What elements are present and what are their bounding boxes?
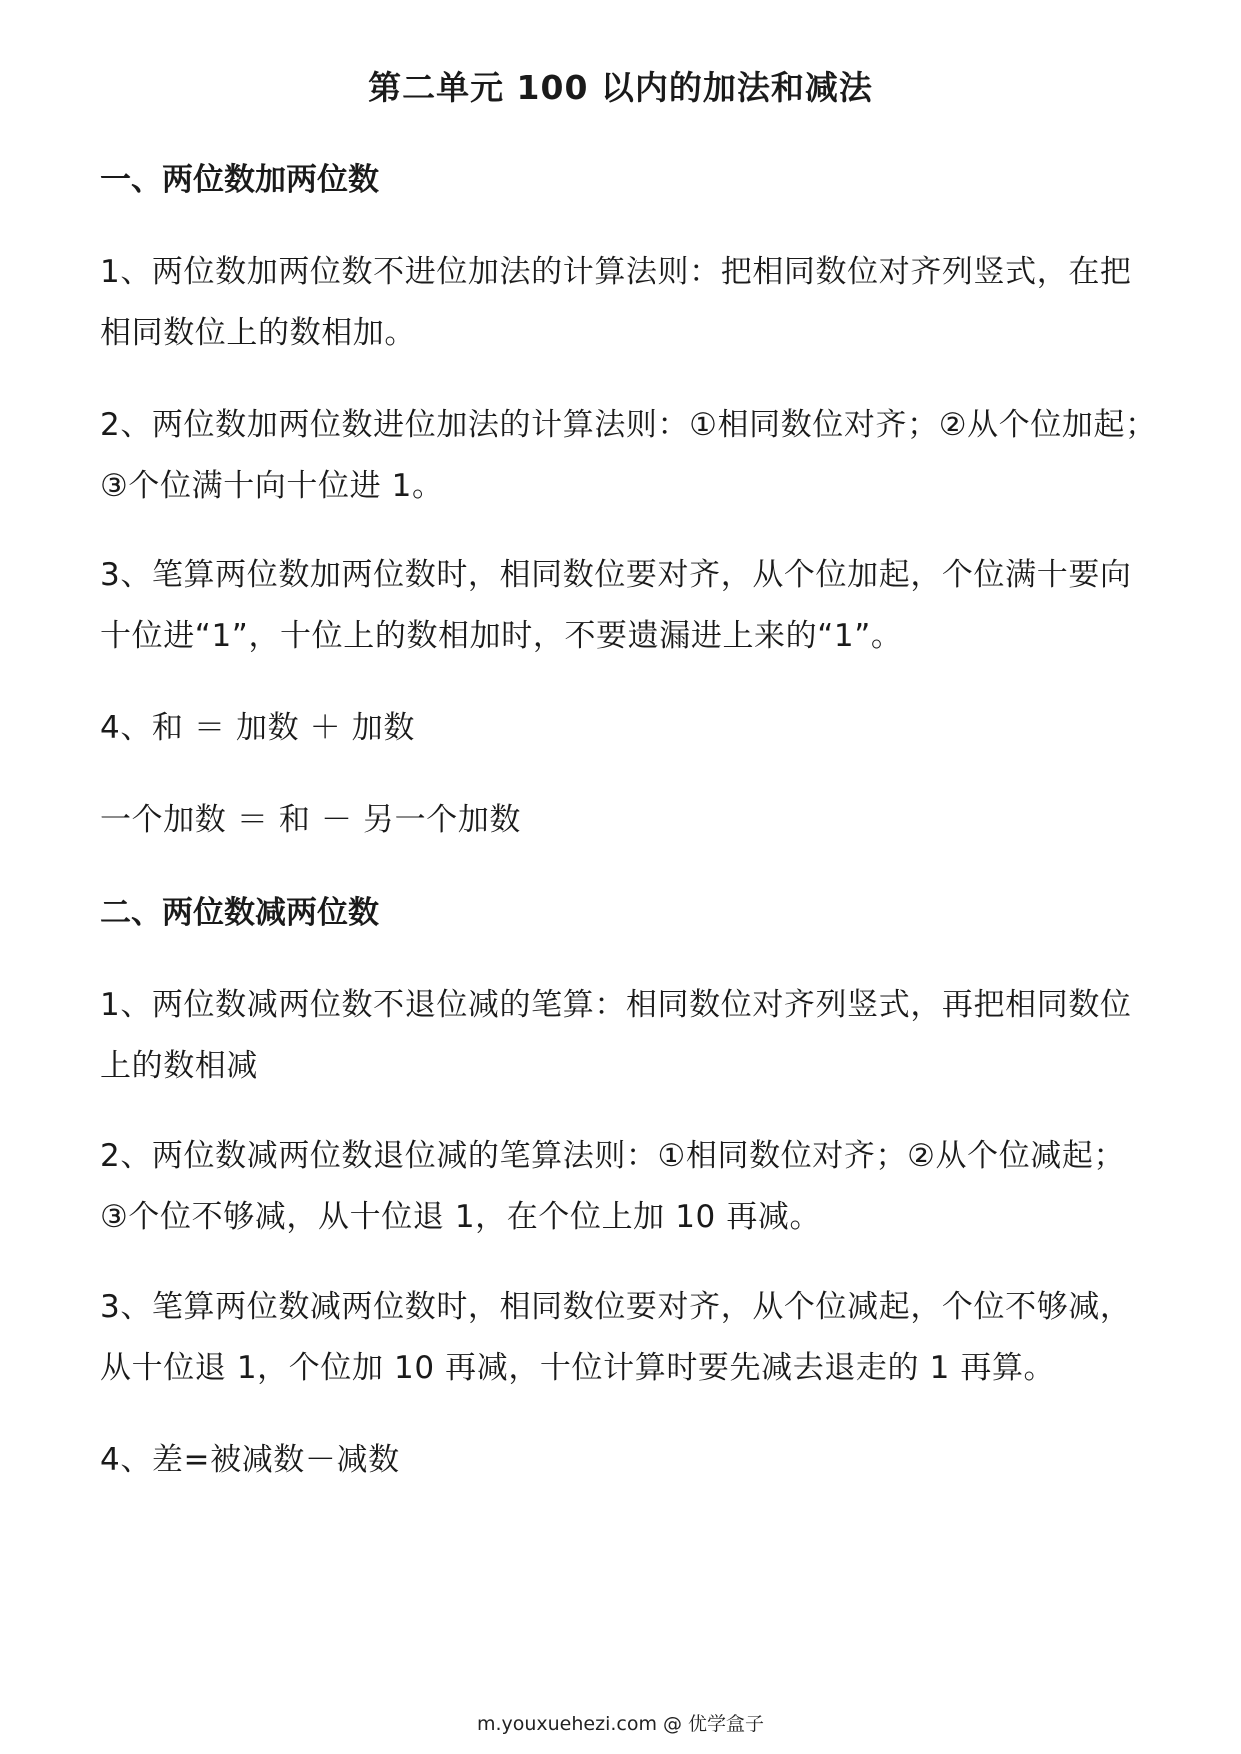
paragraph-subtraction-2	[100, 1126, 1190, 1248]
paragraph-addition-2	[100, 395, 1190, 517]
section-heading-addition: 一、两位数加两位数	[100, 162, 379, 198]
paragraph-line: 从十位退 1，个位加 10 再减，十位计算时要先减去退走的 1 再算。	[100, 1350, 1056, 1386]
paragraph-line: 1、两位数加两位数不进位加法的计算法则：把相同数位对齐列竖式，在把	[100, 254, 1132, 290]
paragraph-subtraction-3	[100, 1277, 1190, 1399]
section-heading-subtraction: 二、两位数减两位数	[100, 895, 379, 931]
paragraph-subtraction-1	[100, 975, 1190, 1097]
paragraph-line: 2、两位数加两位数进位加法的计算法则：①相同数位对齐；②从个位加起；	[100, 407, 1157, 443]
paragraph-line: ③个位不够减，从十位退 1，在个位上加 10 再减。	[100, 1199, 822, 1235]
paragraph-line: ③个位满十向十位进 1。	[100, 468, 444, 504]
paragraph-line: 1、两位数减两位数不退位减的笔算：相同数位对齐列竖式，再把相同数位	[100, 987, 1132, 1023]
formula-sum: 4、和 ＝ 加数 ＋ 加数	[100, 710, 415, 746]
paragraph-addition-3	[100, 545, 1190, 667]
formula-difference: 4、差=被减数－减数	[100, 1442, 400, 1478]
paragraph-addition-1	[100, 242, 1190, 364]
paragraph-line: 上的数相减	[100, 1048, 258, 1084]
footer-watermark: m.youxuehezi.com @ 优学盒子	[476, 1713, 765, 1735]
formula-addend: 一个加数 ＝ 和 － 另一个加数	[100, 802, 522, 838]
page-title: 第二单元 100 以内的加法和减法	[368, 68, 873, 107]
paragraph-line: 相同数位上的数相加。	[100, 315, 416, 351]
paragraph-line: 3、笔算两位数减两位数时，相同数位要对齐，从个位减起，个位不够减，	[100, 1289, 1132, 1325]
paragraph-line: 十位进“1”，十位上的数相加时，不要遗漏进上来的“1”。	[100, 618, 903, 654]
paragraph-line: 2、两位数减两位数退位减的笔算法则：①相同数位对齐；②从个位减起；	[100, 1138, 1126, 1174]
paragraph-line: 3、笔算两位数加两位数时，相同数位要对齐，从个位加起，个位满十要向	[100, 557, 1132, 593]
